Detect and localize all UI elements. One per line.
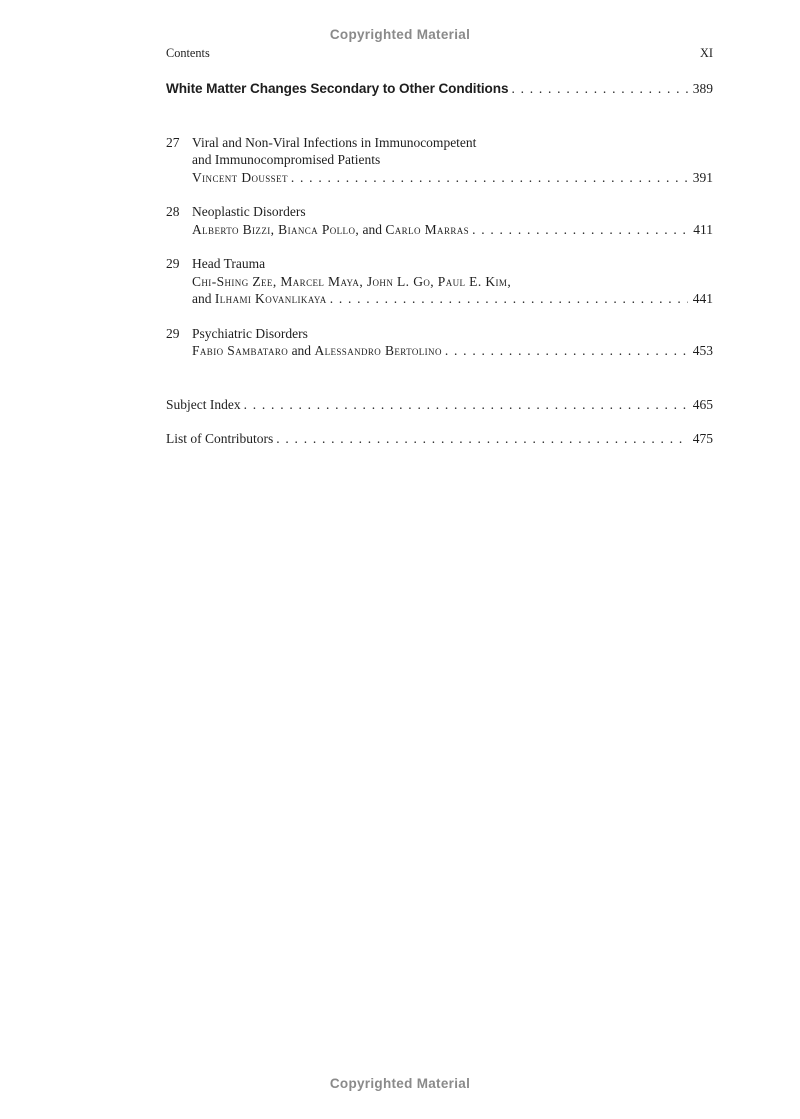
back-matter-list	[166, 396, 713, 448]
bottom-watermark: Copyrighted Material	[329, 1076, 471, 1091]
chapter-author-line	[192, 342, 713, 360]
chapter-body	[192, 325, 713, 360]
top-watermark: Copyrighted Material	[329, 27, 471, 42]
chapter-list	[166, 134, 713, 360]
page-number: 441	[692, 291, 713, 306]
dot-leader	[445, 342, 688, 360]
chapter-authors	[192, 221, 469, 239]
running-header-title: Contents	[166, 46, 210, 60]
chapter-body	[192, 203, 713, 238]
dot-leader	[330, 290, 688, 308]
page-number: 391	[692, 169, 713, 185]
author-name: Alessandro Bertolino	[314, 343, 442, 358]
chapter-number: 27	[166, 134, 180, 150]
chapter-title-line: Neoplastic Disorders	[192, 204, 306, 219]
chapter-authors	[192, 169, 288, 187]
author-name: Vincent Dousset	[192, 169, 288, 185]
chapter-entry	[166, 255, 713, 308]
chapter-authors	[192, 290, 327, 308]
section-heading	[166, 80, 713, 98]
running-header	[166, 46, 713, 61]
chapter-entry	[166, 203, 713, 238]
chapter-title-line: and Immunocompromised Patients	[192, 152, 381, 167]
running-header-folio: XI	[700, 46, 713, 60]
section-heading-title: White Matter Changes Secondary to Other Conditions	[166, 81, 509, 96]
chapter-author-line	[192, 290, 713, 308]
dot-leader	[472, 221, 688, 239]
page-number: 475	[692, 431, 713, 446]
author-name: Alberto Bizzi, Bianca Pollo,	[192, 221, 360, 237]
back-matter-title: Subject Index	[166, 396, 241, 412]
dot-leader	[291, 169, 688, 187]
chapter-title-line: Head Trauma	[192, 256, 266, 271]
chapter-author-line	[192, 169, 713, 187]
page-number: 453	[692, 343, 713, 358]
section-heading-page-number: 389	[692, 81, 713, 96]
toc-page-content	[166, 46, 713, 448]
chapter-author-line	[192, 221, 713, 239]
chapter-body	[192, 134, 713, 187]
chapter-number: 28	[166, 204, 180, 219]
page-number: 465	[692, 396, 713, 412]
dot-leader	[244, 396, 688, 414]
chapter-body	[192, 255, 713, 308]
chapter-entry	[166, 325, 713, 360]
chapter-authors	[192, 342, 442, 360]
chapter-title-line: Viral and Non-Viral Infections in Immunocompetent	[192, 134, 477, 150]
author-conjunction: and	[192, 291, 215, 306]
back-matter-entry	[166, 430, 713, 448]
chapter-entry	[166, 134, 713, 187]
chapter-number: 29	[166, 256, 180, 271]
dot-leader	[511, 80, 687, 98]
author-name: Fabio Sambataro	[192, 343, 289, 358]
back-matter-entry	[166, 396, 713, 414]
author-name: Chi-Shing Zee, Marcel Maya, John L. Go, Paul E. Kim,	[192, 273, 512, 289]
chapter-author-line	[192, 273, 713, 291]
author-conjunction: and	[359, 221, 386, 237]
author-name: Carlo Marras	[385, 221, 470, 237]
chapter-number: 29	[166, 325, 180, 341]
chapter-title-line: Psychiatric Disorders	[192, 325, 308, 341]
author-conjunction: and	[288, 343, 315, 358]
page-number: 411	[693, 221, 713, 237]
dot-leader	[276, 430, 688, 448]
back-matter-title: List of Contributors	[166, 431, 274, 446]
author-name: Ilhami Kovanlikaya	[214, 291, 327, 306]
